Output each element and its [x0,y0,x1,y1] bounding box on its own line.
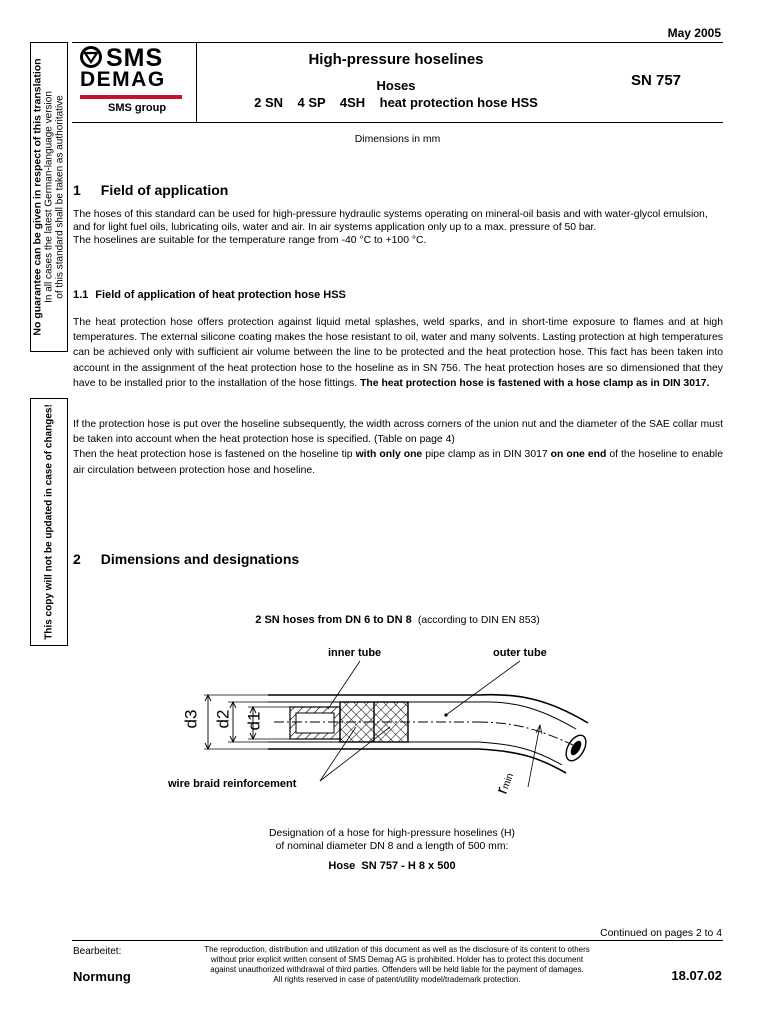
section-1-title: Field of application [100,182,229,198]
legal-notice [170,945,624,985]
continued-note: Continued on pages 2 to 4 [600,928,722,939]
p3-part-d: on one end [550,449,607,461]
wire-braid-label: wire braid reinforcement [168,778,297,790]
footer-rule [72,940,723,941]
inner-tube-label: inner tube [328,647,382,659]
section-1-heading [73,182,228,198]
designation-text [72,827,712,853]
figure-caption-bold: 2 SN hoses from DN 6 to DN 8 [255,614,412,626]
section-1-1-paragraph-2: If the protection hose is put over the hoseline subsequently, the width across corners of the union nut and the diameter of the SAE collar must be taken into account when the heat protection hose is specified. (Table on page 4) [73,419,723,446]
standard-number: SN 757 [630,72,682,89]
section-2-title: Dimensions and designations [100,551,300,567]
section-1-1-paragraph-1: The heat protection hose offers protection against liquid metal splashes, weld sparks, and in short-time exposure to flames and at high temperatures. The external silicone coating makes the hose resistant to oil, water and many solvents. Lasting protection at high temperatures can be achieved only with sufficient air volume between the line to be protected and the heat protection hose. This fact has been taken into account in the assignment of the heat protection hose to the hoseline as in SN 756. The heat protection hoses are so dimensioned that they have to be installed prior to the installation of the hose fittings. [73,317,723,389]
p3-part-b: with only one [355,449,423,461]
section-1-1-number: 1.1 [73,289,89,301]
hose-outer-bottom-line [268,749,566,773]
p3-part-e: of the hoseline to enable air circulation between protection hose and hoseline. [73,449,724,476]
document-subtitle: Hoses [376,78,416,93]
translation-disclaimer-box [30,42,68,352]
section-1-1-body-2 [73,417,723,478]
units-note: Dimensions in mm [354,134,441,145]
p3-part-c: pipe clamp as in DIN 3017 [422,449,551,461]
section-2-number: 2 [73,551,81,567]
legal-line-3: against unauthorized withdrawal of third parties. Offenders will be held liable for the payment of damages. [210,965,584,974]
section-1-1-title: Field of application of heat protection hose HSS [95,289,346,301]
disclaimer-bold: No guarantee can be given in respect of this translation [31,58,44,336]
hose-types: 2 SN 4 SP 4SH heat protection hose HSS [254,95,538,110]
legal-line-1: The reproduction, distribution and utilization of this document as well as the disclosure of its content to others [204,945,590,954]
designation-example: Hose SN 757 - H 8 x 500 [328,860,456,872]
update-note: This copy will not be updated in case of changes! [43,404,55,640]
radius-symbol: r [491,784,512,797]
figure-caption-standard: (according to DIN EN 853) [417,615,540,626]
disclaimer-line3: of this standard shall be taken as authoritative [54,95,66,299]
logo-emblem-icon [80,46,102,68]
section-1-1-bold-sentence: The heat protection hose is fastened with a hose clamp as in DIN 3017. [360,377,710,389]
section-2-heading [73,551,299,567]
section-1-1-paragraph-3 [73,447,723,477]
figure-caption [72,614,723,626]
footer-date: 18.07.02 [671,968,722,983]
p3-part-a: Then the heat protection hose is fastened on the hoseline tip [73,449,356,461]
section-1-body [73,208,723,247]
update-note-box [30,398,68,646]
header-bottom-rule [72,122,723,123]
dimension-d3: d3 [181,709,201,729]
logo-red-bar [80,95,182,99]
translation-disclaimer [33,58,66,335]
dimension-d1: d1 [244,711,264,731]
legal-line-4: All rights reserved in case of patent/utility model/trademark protection. [273,975,521,984]
designation-line-1: Designation of a hose for high-pressure hoselines (H) [268,828,516,839]
logo-sms-text: SMS [106,44,164,72]
disclaimer-line2: In all cases the latest German-language version [43,91,55,303]
section-1-paragraph-1: The hoses of this standard can be used for high-pressure hydraulic systems operating on mineral-oil basis and with water-glycol emulsion, and for light fuel oils, lubricating oils, water and air. In air systems application only up to a max. pressure of 50 bar. [73,209,708,233]
department: Normung [73,969,131,984]
radius-subscript: min [500,771,517,791]
edited-label: Bearbeitet: [73,946,122,957]
section-1-1-body [73,315,723,391]
outer-tube-label: outer tube [493,647,547,659]
designation-line-2: of nominal diameter DN 8 and a length of 500 mm: [275,841,509,852]
section-1-paragraph-2: The hoselines are suitable for the temperature range from -40 °C to +100 °C. [73,235,427,246]
hose-cross-section-drawing [178,645,622,817]
section-1-number: 1 [73,182,81,198]
sms-demag-logo [78,44,188,120]
hose-diagram [168,645,622,817]
issue-date: May 2005 [667,26,721,40]
header-top-rule [72,42,723,43]
document-title: High-pressure hoselines [308,51,484,68]
logo-demag-text: DEMAG [80,68,166,91]
legal-line-2: without prior explicit written consent of SMS Demag AG is prohibited. Holder has to protect this document [210,955,584,964]
logo-group-text: SMS group [108,102,167,114]
dimension-d2: d2 [213,709,233,729]
section-1-1-heading [73,289,346,301]
